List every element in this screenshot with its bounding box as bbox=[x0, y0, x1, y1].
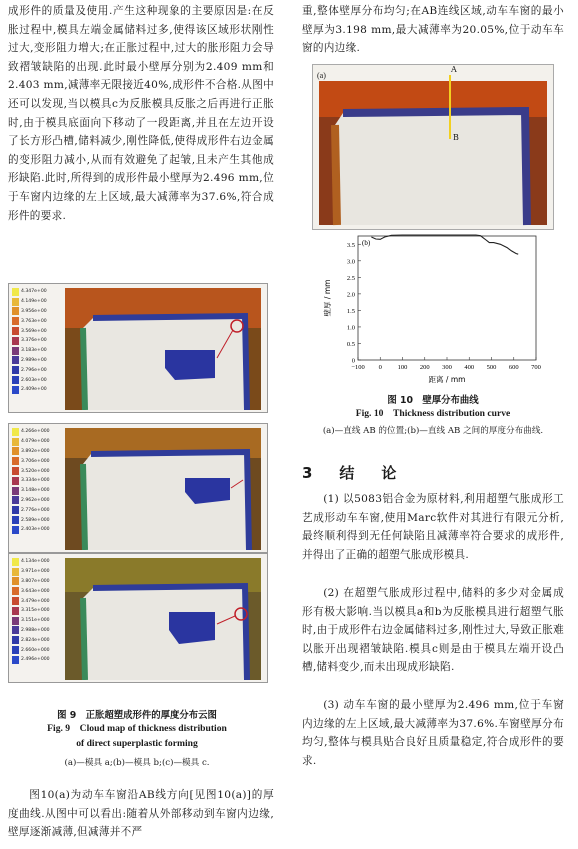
point-a-label: A bbox=[451, 65, 457, 74]
legend-value: 3.151e+000 bbox=[21, 618, 50, 624]
figure-subcaption: (a)—模具 a;(b)—模具 b;(c)—模具 c. bbox=[64, 758, 210, 768]
plot-frame bbox=[358, 236, 536, 360]
legend-swatch bbox=[12, 467, 19, 475]
cloud-map-b bbox=[8, 423, 268, 553]
legend-value: 2.603e+00 bbox=[21, 377, 47, 383]
legend-entry bbox=[12, 525, 68, 535]
legend-swatch bbox=[12, 506, 19, 514]
legend-value: 2.660e+000 bbox=[21, 647, 50, 653]
legend-swatch bbox=[12, 607, 19, 615]
legend-swatch bbox=[12, 646, 19, 654]
legend-value: 4.079e+000 bbox=[21, 439, 50, 445]
legend-value: 4.347e+00 bbox=[21, 289, 47, 295]
thickness-mesh-image bbox=[65, 288, 261, 410]
legend-value: 3.971e+000 bbox=[21, 569, 50, 575]
legend-swatch bbox=[12, 617, 19, 625]
legend-value: 3.763e+00 bbox=[21, 318, 47, 324]
legend-entry bbox=[12, 427, 68, 437]
figure-10a bbox=[312, 64, 554, 230]
legend-swatch bbox=[12, 636, 19, 644]
legend-entry bbox=[12, 346, 68, 356]
legend-entry bbox=[12, 586, 68, 596]
legend-swatch bbox=[12, 447, 19, 455]
panel-label: (a) bbox=[317, 71, 326, 80]
x-tick-label: 700 bbox=[531, 364, 541, 371]
x-tick-label: 500 bbox=[486, 364, 497, 371]
legend-swatch bbox=[12, 597, 19, 605]
legend-entry bbox=[12, 606, 68, 616]
figure-subcaption: (a)—直线 AB 的位置;(b)—直线 AB 之间的厚度分布曲线. bbox=[322, 426, 544, 436]
legend-entry bbox=[12, 456, 68, 466]
legend-value: 3.315e+000 bbox=[21, 608, 50, 614]
body-paragraph: 重,整体壁厚分布均匀;在AB连线区域,动车车窗的最小壁厚为3.198 mm,最大减薄率为20.05%,位于动车车窗的内边缘. bbox=[302, 5, 564, 55]
legend-swatch bbox=[12, 327, 19, 335]
legend-entry bbox=[12, 437, 68, 447]
legend-swatch bbox=[12, 317, 19, 325]
legend-swatch bbox=[12, 568, 19, 576]
legend-value: 3.807e+000 bbox=[21, 578, 50, 584]
legend-entry bbox=[12, 316, 68, 326]
body-paragraph: 成形件的质量及使用.产生这种现象的主要原因是:在反胀过程中,模具左端金属储料过多,使得该区域形状刚性过大,变形阻力增大;在正胀过程中,过大的胀形阻力会导致褶皱缺陷的出现.此时最小壁厚分别为2.409 mm和2.403 mm,减薄率无限接近40%,成形件不合格.从图中还可以发现,当以模具c为反胀模具反胀之后再进行正胀时,由于模具底面向下移动了一段距离,并且在左边开设了长方形凸槽,储料减少,刚性降低,使得成形件右边金属的变形阻力减小,从而有效避免了起皱,且未产生其他成形缺陷.此时,所得到的成形件最小壁厚为2.496 mm,位于车窗内边缘的左上区域,最大减薄率为37.6%,符合成形件的要求. bbox=[8, 5, 274, 222]
legend-entry bbox=[12, 385, 68, 395]
legend-swatch bbox=[12, 496, 19, 504]
legend-swatch bbox=[12, 558, 19, 566]
legend-swatch bbox=[12, 366, 19, 374]
legend-swatch bbox=[12, 438, 19, 446]
legend-entry bbox=[12, 486, 68, 496]
x-tick-label: 600 bbox=[508, 364, 519, 371]
legend-entry bbox=[12, 557, 68, 567]
figure-caption-en: Fig. 10 Thickness distribution curve bbox=[355, 408, 511, 419]
thickness-curve-chart bbox=[312, 228, 552, 388]
legend-entry bbox=[12, 365, 68, 375]
legend-entry bbox=[12, 596, 68, 606]
legend-entry bbox=[12, 447, 68, 457]
figure-caption-en: Fig. 9 Cloud map of thickness distribution bbox=[47, 723, 227, 734]
legend-swatch bbox=[12, 516, 19, 524]
legend-swatch bbox=[12, 376, 19, 384]
legend-entry bbox=[12, 356, 68, 366]
legend-value: 2.824e+000 bbox=[21, 637, 50, 643]
legend-entry bbox=[12, 466, 68, 476]
legend-value: 3.520e+000 bbox=[21, 468, 50, 474]
legend-value: 2.776e+000 bbox=[21, 507, 50, 513]
legend-value: 2.409e+00 bbox=[21, 387, 47, 393]
y-tick-label: 0 bbox=[351, 357, 355, 365]
y-tick-label: 3.5 bbox=[346, 241, 355, 249]
legend-value: 4.134e+000 bbox=[21, 559, 50, 565]
color-legend bbox=[12, 557, 68, 665]
x-tick-label: 300 bbox=[442, 364, 452, 371]
cloud-map-a bbox=[8, 283, 268, 413]
legend-swatch bbox=[12, 626, 19, 634]
legend-swatch bbox=[12, 526, 19, 534]
legend-swatch bbox=[12, 307, 19, 315]
legend-entry bbox=[12, 287, 68, 297]
legend-value: 3.569e+00 bbox=[21, 328, 47, 334]
legend-entry bbox=[12, 476, 68, 486]
x-tick-label: 100 bbox=[397, 364, 408, 371]
legend-swatch bbox=[12, 298, 19, 306]
legend-value: 3.479e+000 bbox=[21, 598, 50, 604]
y-tick-label: 0.5 bbox=[346, 340, 355, 348]
figure-caption-cn: 图 9 正胀超塑成形件的厚度分布云图 bbox=[57, 710, 217, 721]
legend-entry bbox=[12, 577, 68, 587]
cloud-map-c bbox=[8, 553, 268, 683]
legend-swatch bbox=[12, 347, 19, 355]
legend-entry bbox=[12, 326, 68, 336]
legend-value: 3.706e+000 bbox=[21, 458, 50, 464]
figure-10b bbox=[312, 228, 552, 388]
legend-entry bbox=[12, 616, 68, 626]
legend-entry bbox=[12, 645, 68, 655]
legend-entry bbox=[12, 297, 68, 307]
body-paragraph: 图10(a)为动车车窗沿AB线方向[见图10(a)]的厚度曲线.从图中可以看出:随着从外部移动到车窗内边缘,壁厚逐渐减薄,但减薄并不严 bbox=[8, 789, 274, 839]
legend-swatch bbox=[12, 337, 19, 345]
y-tick-label: 1.5 bbox=[346, 307, 355, 315]
legend-entry bbox=[12, 635, 68, 645]
figure-caption-en: of direct superplastic forming bbox=[76, 738, 198, 749]
legend-value: 3.376e+00 bbox=[21, 338, 47, 344]
legend-entry bbox=[12, 496, 68, 506]
y-tick-label: 1.0 bbox=[346, 324, 355, 332]
legend-entry bbox=[12, 375, 68, 385]
y-axis-label: 壁厚 / mm bbox=[323, 279, 332, 317]
thickness-mesh-image bbox=[65, 428, 261, 550]
legend-value: 3.183e+00 bbox=[21, 348, 47, 354]
x-tick-label: 200 bbox=[419, 364, 430, 371]
window-mesh-image bbox=[313, 65, 553, 229]
legend-value: 4.266e+000 bbox=[21, 429, 50, 435]
legend-entry bbox=[12, 505, 68, 515]
legend-swatch bbox=[12, 356, 19, 364]
conclusion-item: (2) 在超塑气胀成形过程中,储料的多少对金属成形有极大影响.当以模具a和b为反胀模具进行超塑气胀时,由于成形件右边金属储料过多,刚性过大,导致正胀难以胀开出现褶皱缺陷.模具c则是由于模具左端开设凸槽,储料变少,而未出现成形缺陷. bbox=[302, 587, 564, 674]
legend-swatch bbox=[12, 487, 19, 495]
conclusion-item: (3) 动车车窗的最小壁厚为2.496 mm,位于车窗内边缘的左上区域,最大减薄率为37.6%.车窗壁厚分布均匀,整体与模具贴合良好且质量稳定,符合成形件的要求. bbox=[302, 699, 564, 767]
figure-caption-cn: 图 10 壁厚分布曲线 bbox=[387, 395, 479, 406]
section-title: 3 结 论 bbox=[302, 464, 403, 482]
legend-swatch bbox=[12, 457, 19, 465]
legend-value: 2.796e+00 bbox=[21, 367, 47, 373]
thickness-series-line bbox=[371, 235, 518, 254]
legend-value: 3.334e+000 bbox=[21, 478, 50, 484]
legend-value: 2.403e+000 bbox=[21, 527, 50, 533]
legend-swatch bbox=[12, 428, 19, 436]
x-axis-label: 距离 / mm bbox=[428, 375, 466, 384]
legend-entry bbox=[12, 567, 68, 577]
legend-value: 4.149e+00 bbox=[21, 299, 47, 305]
legend-value: 3.148e+000 bbox=[21, 488, 50, 494]
legend-swatch bbox=[12, 587, 19, 595]
legend-entry bbox=[12, 515, 68, 525]
legend-value: 3.643e+000 bbox=[21, 588, 50, 594]
legend-swatch bbox=[12, 288, 19, 296]
legend-value: 2.962e+000 bbox=[21, 497, 50, 503]
legend-entry bbox=[12, 307, 68, 317]
legend-swatch bbox=[12, 386, 19, 394]
x-tick-label: −100 bbox=[351, 364, 365, 371]
y-tick-label: 3.0 bbox=[346, 258, 355, 266]
legend-swatch bbox=[12, 656, 19, 664]
y-tick-label: 2.0 bbox=[346, 291, 355, 299]
legend-swatch bbox=[12, 577, 19, 585]
legend-swatch bbox=[12, 477, 19, 485]
legend-entry bbox=[12, 336, 68, 346]
color-legend bbox=[12, 427, 68, 535]
figure-9 bbox=[0, 283, 274, 721]
legend-value: 2.989e+00 bbox=[21, 357, 47, 363]
legend-entry bbox=[12, 655, 68, 665]
conclusion-item: (1) 以5083铝合金为原材料,利用超塑气胀成形工艺成形动车车窗,使用Marc软件对其进行有限元分析,最终顺利得到无任何缺陷且减薄率符合要求的成形件,并得出了正确的超塑气胀成形模具. bbox=[302, 493, 564, 561]
x-tick-label: 400 bbox=[464, 364, 475, 371]
legend-value: 2.589e+000 bbox=[21, 517, 50, 523]
legend-value: 3.956e+00 bbox=[21, 308, 47, 314]
point-b-label: B bbox=[453, 133, 459, 142]
legend-value: 2.496e+000 bbox=[21, 657, 50, 663]
thickness-mesh-image bbox=[65, 558, 261, 680]
legend-value: 3.892e+000 bbox=[21, 448, 50, 454]
x-tick-label: 0 bbox=[378, 364, 382, 371]
color-legend bbox=[12, 287, 68, 395]
legend-value: 2.988e+000 bbox=[21, 627, 50, 633]
legend-entry bbox=[12, 626, 68, 636]
y-tick-label: 2.5 bbox=[346, 274, 355, 282]
panel-label: (b) bbox=[362, 239, 371, 247]
